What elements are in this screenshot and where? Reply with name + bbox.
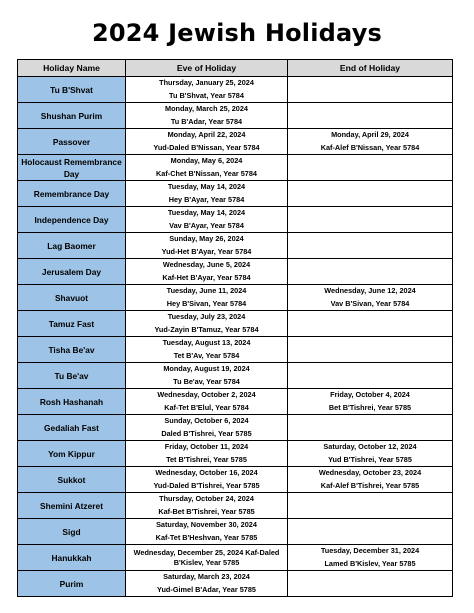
date-line: Monday, April 22, 2024 — [167, 130, 246, 139]
holiday-name-cell: Shushan Purim — [18, 103, 126, 129]
eve-of-holiday-cell — [126, 285, 288, 311]
page-title: 2024 Jewish Holidays — [91, 19, 383, 47]
hebrew-date-line: Kaf-Het B'Ayar, Year 5784 — [162, 272, 251, 282]
table-row — [18, 129, 453, 155]
date-line: Tuesday, May 14, 2024 — [167, 182, 246, 191]
hebrew-date-line: Tu Be'av, Year 5784 — [173, 376, 240, 386]
table-row — [18, 493, 453, 519]
end-of-holiday-cell — [288, 77, 453, 103]
holiday-name-cell: Tamuz Fast — [18, 311, 126, 337]
date-line: Thursday, January 25, 2024 — [159, 78, 254, 87]
holiday-name-cell: Holocaust Remembrance Day — [18, 155, 126, 181]
hebrew-date-line: Hey B'Ayar, Year 5784 — [168, 194, 245, 204]
hebrew-date-line: Lamed B'Kislev, Year 5785 — [324, 558, 416, 568]
eve-of-holiday-cell — [126, 337, 288, 363]
date-line: Monday, August 19, 2024 — [163, 364, 250, 373]
date-line: Saturday, March 23, 2024 — [163, 572, 250, 581]
end-of-holiday-cell — [288, 311, 453, 337]
hebrew-date-line: Kaf-Chet B'Nissan, Year 5784 — [156, 168, 257, 178]
table-row — [18, 285, 453, 311]
date-line: Wednesday, December 25, 2024 Kaf-Daled B'Kislev, Year 5785 — [133, 547, 280, 567]
table-row — [18, 519, 453, 545]
date-line: Wednesday, October 23, 2024 — [318, 468, 422, 477]
end-of-holiday-cell — [288, 259, 453, 285]
hebrew-date-line: Vav B'Sivan, Year 5784 — [330, 298, 410, 308]
date-line: Sunday, October 6, 2024 — [164, 416, 249, 425]
date-line: Wednesday, June 5, 2024 — [162, 260, 251, 269]
date-line: Monday, May 6, 2024 — [170, 156, 243, 165]
date-line: Tuesday, July 23, 2024 — [167, 312, 246, 321]
end-of-holiday-cell — [288, 337, 453, 363]
table-row — [18, 181, 453, 207]
end-of-holiday-cell — [288, 103, 453, 129]
end-of-holiday-cell — [288, 519, 453, 545]
holiday-name-cell: Purim — [18, 571, 126, 597]
hebrew-date-line: Kaf-Bet B'Tishrei, Year 5785 — [158, 506, 255, 516]
eve-of-holiday-cell — [126, 493, 288, 519]
table-row — [18, 415, 453, 441]
holiday-name-cell: Jerusalem Day — [18, 259, 126, 285]
end-of-holiday-cell — [288, 155, 453, 181]
end-of-holiday-cell — [288, 545, 453, 571]
end-of-holiday-cell — [288, 233, 453, 259]
date-line: Friday, October 4, 2024 — [330, 390, 410, 399]
hebrew-date-line: Yud B'Tishrei, Year 5785 — [328, 454, 412, 464]
hebrew-date-line: Daled B'Tishrei, Year 5785 — [161, 428, 252, 438]
table-row — [18, 337, 453, 363]
hebrew-date-line: Kaf-Tet B'Heshvan, Year 5785 — [155, 532, 258, 542]
holiday-name-cell: Shavuot — [18, 285, 126, 311]
holiday-name-cell: Rosh Hashanah — [18, 389, 126, 415]
eve-of-holiday-cell — [126, 545, 288, 571]
table-row — [18, 467, 453, 493]
eve-of-holiday-cell — [126, 467, 288, 493]
header-end-of-holiday: End of Holiday — [288, 60, 453, 77]
eve-of-holiday-cell — [126, 129, 288, 155]
holiday-name-cell: Lag Baomer — [18, 233, 126, 259]
holidays-table — [17, 59, 453, 597]
eve-of-holiday-cell — [126, 311, 288, 337]
eve-of-holiday-cell — [126, 519, 288, 545]
date-line: Wednesday, June 12, 2024 — [324, 286, 416, 295]
table-row — [18, 311, 453, 337]
end-of-holiday-cell — [288, 441, 453, 467]
hebrew-date-line: Tu B'Adar, Year 5784 — [170, 116, 243, 126]
holiday-name-cell: Passover — [18, 129, 126, 155]
table-row — [18, 363, 453, 389]
table-row — [18, 545, 453, 571]
hebrew-date-line: Tet B'Av, Year 5784 — [173, 350, 240, 360]
hebrew-date-line: Tet B'Tishrei, Year 5785 — [166, 454, 247, 464]
hebrew-date-line: Yud-Gimel B'Adar, Year 5785 — [157, 584, 256, 594]
date-line: Wednesday, October 16, 2024 — [155, 468, 258, 477]
date-line: Saturday, October 12, 2024 — [323, 442, 417, 451]
table-body — [18, 77, 453, 597]
date-line: Tuesday, August 13, 2024 — [162, 338, 251, 347]
end-of-holiday-cell — [288, 129, 453, 155]
holiday-name-cell: Yom Kippur — [18, 441, 126, 467]
eve-of-holiday-cell — [126, 77, 288, 103]
hebrew-date-line: Yud-Daled B'Nissan, Year 5784 — [153, 142, 260, 152]
holiday-name-cell: Sigd — [18, 519, 126, 545]
eve-of-holiday-cell — [126, 441, 288, 467]
holiday-name-cell: Gedaliah Fast — [18, 415, 126, 441]
holiday-name-cell: Tisha Be'av — [18, 337, 126, 363]
date-line: Monday, April 29, 2024 — [331, 130, 409, 139]
table-row — [18, 207, 453, 233]
table-row — [18, 259, 453, 285]
holiday-name-cell: Tu Be'av — [18, 363, 126, 389]
date-line: Friday, October 11, 2024 — [164, 442, 249, 451]
hebrew-date-line: Kaf-Alef B'Nissan, Year 5784 — [320, 142, 420, 152]
date-line: Thursday, October 24, 2024 — [159, 494, 254, 503]
holiday-name-cell: Sukkot — [18, 467, 126, 493]
eve-of-holiday-cell — [126, 207, 288, 233]
end-of-holiday-cell — [288, 467, 453, 493]
end-of-holiday-cell — [288, 389, 453, 415]
table-row — [18, 233, 453, 259]
eve-of-holiday-cell — [126, 181, 288, 207]
date-line: Tuesday, May 14, 2024 — [167, 208, 246, 217]
table-row — [18, 571, 453, 597]
eve-of-holiday-cell — [126, 155, 288, 181]
end-of-holiday-cell — [288, 285, 453, 311]
hebrew-date-line: Hey B'Sivan, Year 5784 — [166, 298, 247, 308]
header-eve-of-holiday: Eve of Holiday — [126, 60, 288, 77]
end-of-holiday-cell — [288, 493, 453, 519]
eve-of-holiday-cell — [126, 363, 288, 389]
date-line: Wednesday, October 2, 2024 — [157, 390, 256, 399]
end-of-holiday-cell — [288, 363, 453, 389]
date-line: Sunday, May 26, 2024 — [169, 234, 244, 243]
hebrew-date-line: Bet B'Tishrei, Year 5785 — [328, 402, 412, 412]
date-line: Saturday, November 30, 2024 — [156, 520, 257, 529]
table-header-row — [18, 60, 453, 77]
table-row — [18, 77, 453, 103]
end-of-holiday-cell — [288, 415, 453, 441]
hebrew-date-line: Kaf-Tet B'Elul, Year 5784 — [164, 402, 249, 412]
table-row — [18, 441, 453, 467]
hebrew-date-line: Yud-Daled B'Tishrei, Year 5785 — [153, 480, 260, 490]
end-of-holiday-cell — [288, 181, 453, 207]
end-of-holiday-cell — [288, 207, 453, 233]
holiday-name-cell: Independence Day — [18, 207, 126, 233]
date-line: Tuesday, December 31, 2024 — [320, 546, 420, 555]
table-row — [18, 103, 453, 129]
hebrew-date-line: Yud-Zayin B'Tamuz, Year 5784 — [154, 324, 259, 334]
eve-of-holiday-cell — [126, 103, 288, 129]
holiday-name-cell: Shemini Atzeret — [18, 493, 126, 519]
date-line: Tuesday, June 11, 2024 — [166, 286, 247, 295]
holiday-name-cell: Tu B'Shvat — [18, 77, 126, 103]
hebrew-date-line: Tu B'Shvat, Year 5784 — [169, 90, 244, 100]
eve-of-holiday-cell — [126, 389, 288, 415]
eve-of-holiday-cell — [126, 571, 288, 597]
end-of-holiday-cell — [288, 571, 453, 597]
hebrew-date-line: Vav B'Ayar, Year 5784 — [169, 220, 244, 230]
hebrew-date-line: Kaf-Alef B'Tishrei, Year 5785 — [320, 480, 420, 490]
holiday-name-cell: Hanukkah — [18, 545, 126, 571]
holiday-name-cell: Remembrance Day — [18, 181, 126, 207]
date-line: Monday, March 25, 2024 — [164, 104, 248, 113]
table-row — [18, 155, 453, 181]
table-row — [18, 389, 453, 415]
hebrew-date-line: Yud-Het B'Ayar, Year 5784 — [161, 246, 252, 256]
eve-of-holiday-cell — [126, 233, 288, 259]
header-holiday-name: Holiday Name — [18, 60, 126, 77]
eve-of-holiday-cell — [126, 259, 288, 285]
eve-of-holiday-cell — [126, 415, 288, 441]
